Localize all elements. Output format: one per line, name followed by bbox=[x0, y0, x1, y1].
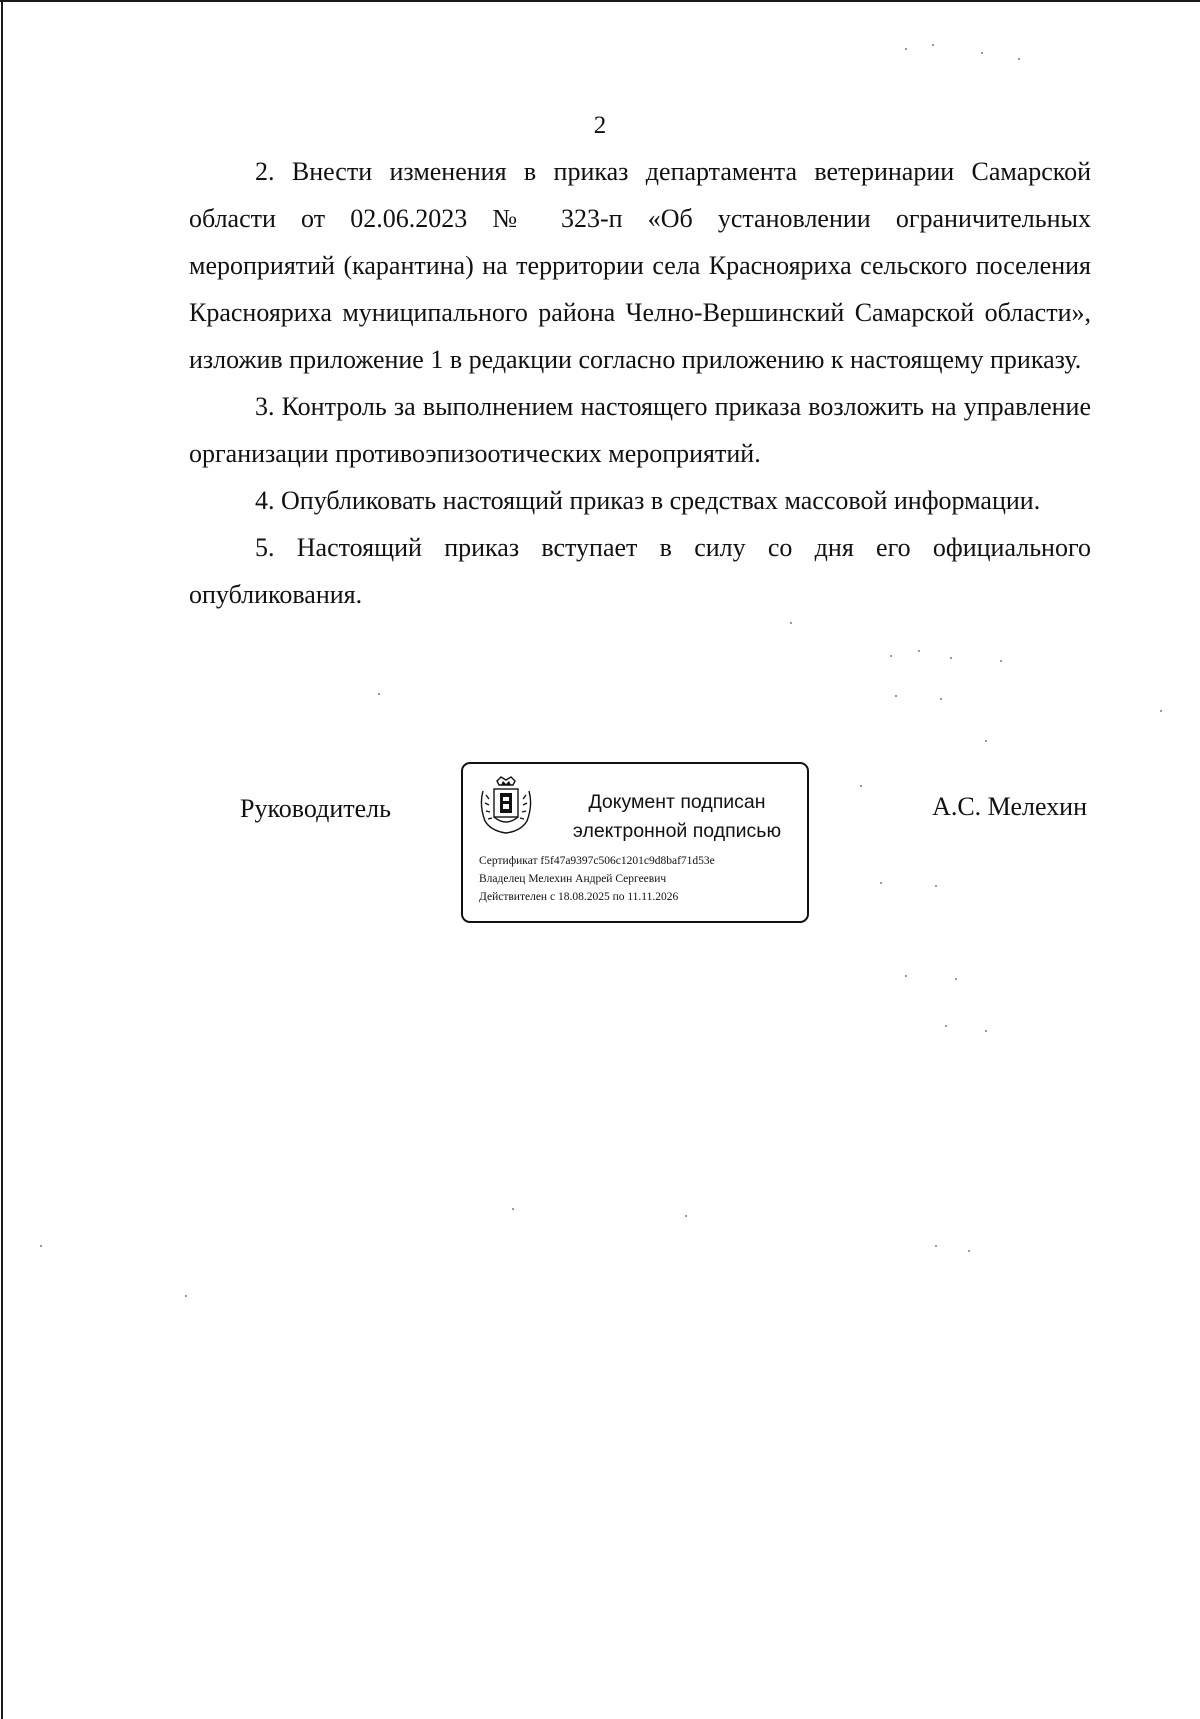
paragraph-4: 4. Опубликовать настоящий приказ в средствах массовой информации. bbox=[255, 486, 1041, 515]
signatory-position: Руководитель bbox=[240, 794, 391, 823]
stamp-title bbox=[551, 788, 803, 846]
samara-region-coat-of-arms-icon bbox=[477, 775, 535, 837]
scan-edge-top bbox=[0, 0, 1200, 2]
paragraph-5: 5. Настоящий приказ вступает в силу со дня его официального опубликования. bbox=[189, 533, 1091, 609]
stamp-certificate: Сертификат f5f47a9397c506c1201c9d8baf71d53e bbox=[479, 855, 715, 867]
stamp-title-line-1: Документ подписан bbox=[588, 791, 766, 813]
page-number: 2 bbox=[593, 112, 607, 139]
paragraph-2: 2. Внести изменения в приказ департамента ветеринарии Самарской области от 02.06.2023 № 323-п «Об установлении ограничительных мероприятий (карантина) на территории села Краснояриха сельского поселения Краснояриха муниципального района Челно-Вершинский Самарской области», изложив приложение 1 в редакции согласно приложению к настоящему приказу. bbox=[189, 157, 1091, 374]
stamp-validity: Действителен с 18.08.2025 по 11.11.2026 bbox=[479, 891, 679, 903]
stamp-title-line-2: электронной подписью bbox=[572, 820, 782, 842]
stamp-owner: Владелец Мелехин Андрей Сергеевич bbox=[479, 873, 667, 885]
signatory-name: А.С. Мелехин bbox=[932, 792, 1087, 821]
document-body bbox=[189, 148, 1091, 618]
stamp-details bbox=[479, 852, 805, 906]
electronic-signature-stamp bbox=[461, 762, 809, 923]
scan-edge-left bbox=[1, 0, 3, 1719]
paragraph-3: 3. Контроль за выполнением настоящего приказа возложить на управление организации противоэпизоотических мероприятий. bbox=[189, 392, 1091, 468]
